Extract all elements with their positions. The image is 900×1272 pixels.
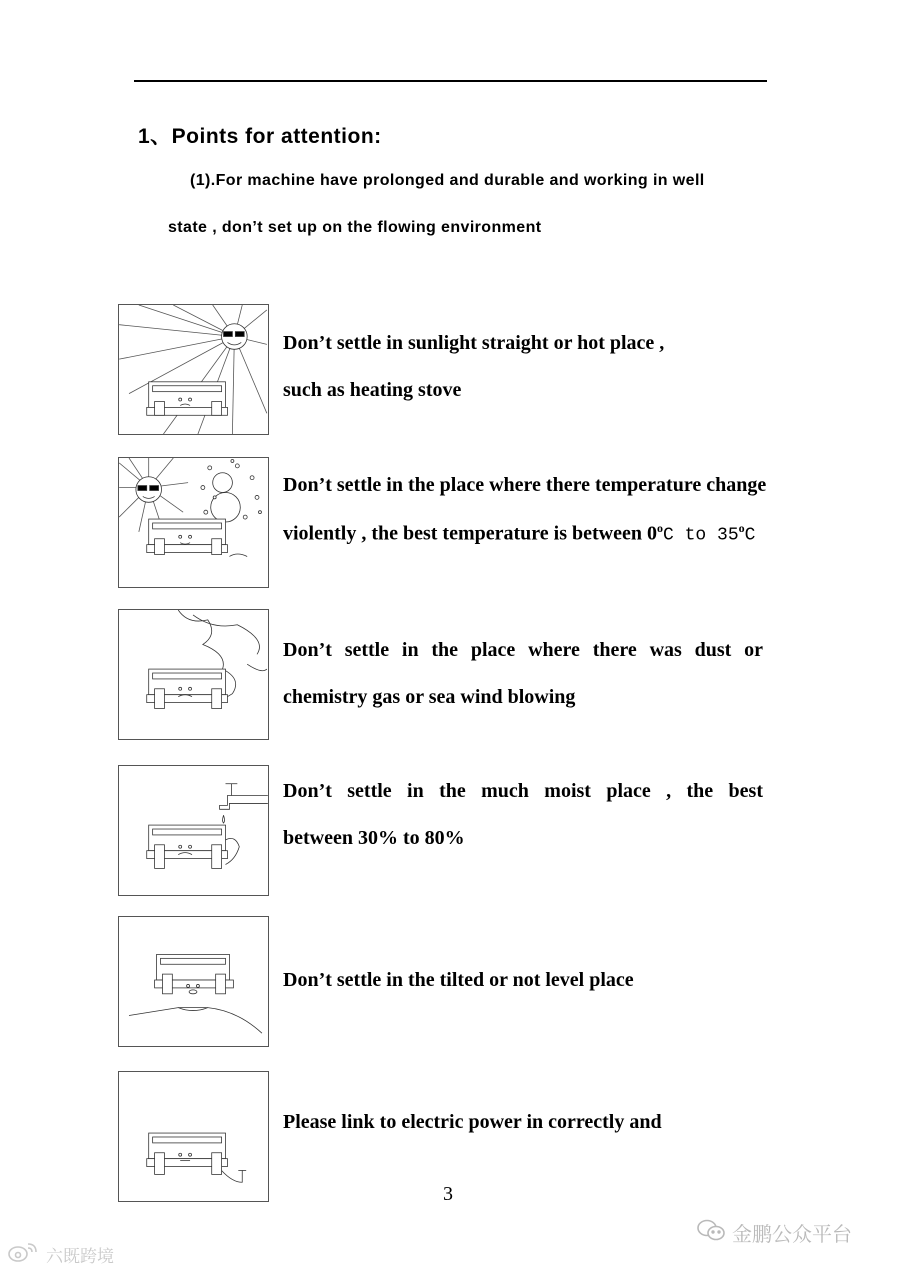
item-1-line-1: Don’t settle in sunlight straight or hot place ,: [283, 332, 665, 354]
power-cable-illustration: [118, 1071, 269, 1202]
watermark-left-text: 六既跨境: [46, 1247, 114, 1267]
dust-cloud-illustration: [118, 609, 269, 740]
sun-heat-illustration: [118, 304, 269, 435]
item-3-line-1: Don’t settle in the place where there was dust or: [283, 639, 763, 661]
watermark-right-text: 金鹏公众平台: [732, 1222, 852, 1246]
watermark-right: [696, 1218, 852, 1247]
item-3-line-2: chemistry gas or sea wind blowing: [283, 686, 576, 708]
item-5-line-1: Don’t settle in the tilted or not level place: [283, 969, 634, 991]
item-2-line-2: violently , the best temperature is between 0$^o$C to 35$^o$C: [283, 521, 756, 546]
header-rule: [134, 80, 767, 82]
intro-line-2: state , don’t set up on the flowing environment: [168, 219, 542, 236]
section-heading: 1、Points for attention:: [138, 125, 382, 148]
water-tap-illustration: [118, 765, 269, 896]
item-6-line-1: Please link to electric power in correctly and: [283, 1111, 662, 1133]
tilted-surface-illustration: [118, 916, 269, 1047]
sun-snowman-illustration: [118, 457, 269, 588]
weibo-icon: [6, 1240, 42, 1269]
item-4-line-2: between 30% to 80%: [283, 827, 465, 849]
intro-line-1: (1).For machine have prolonged and durable and working in well: [190, 172, 705, 189]
page-number: 3: [443, 1183, 453, 1205]
item-2-line-1: Don’t settle in the place where there temperature change: [283, 474, 767, 496]
item-1-line-2: such as heating stove: [283, 379, 462, 401]
wechat-icon: [696, 1218, 726, 1247]
item-4-line-1: Don’t settle in the much moist place , the best: [283, 780, 763, 802]
watermark-left: [6, 1240, 114, 1269]
